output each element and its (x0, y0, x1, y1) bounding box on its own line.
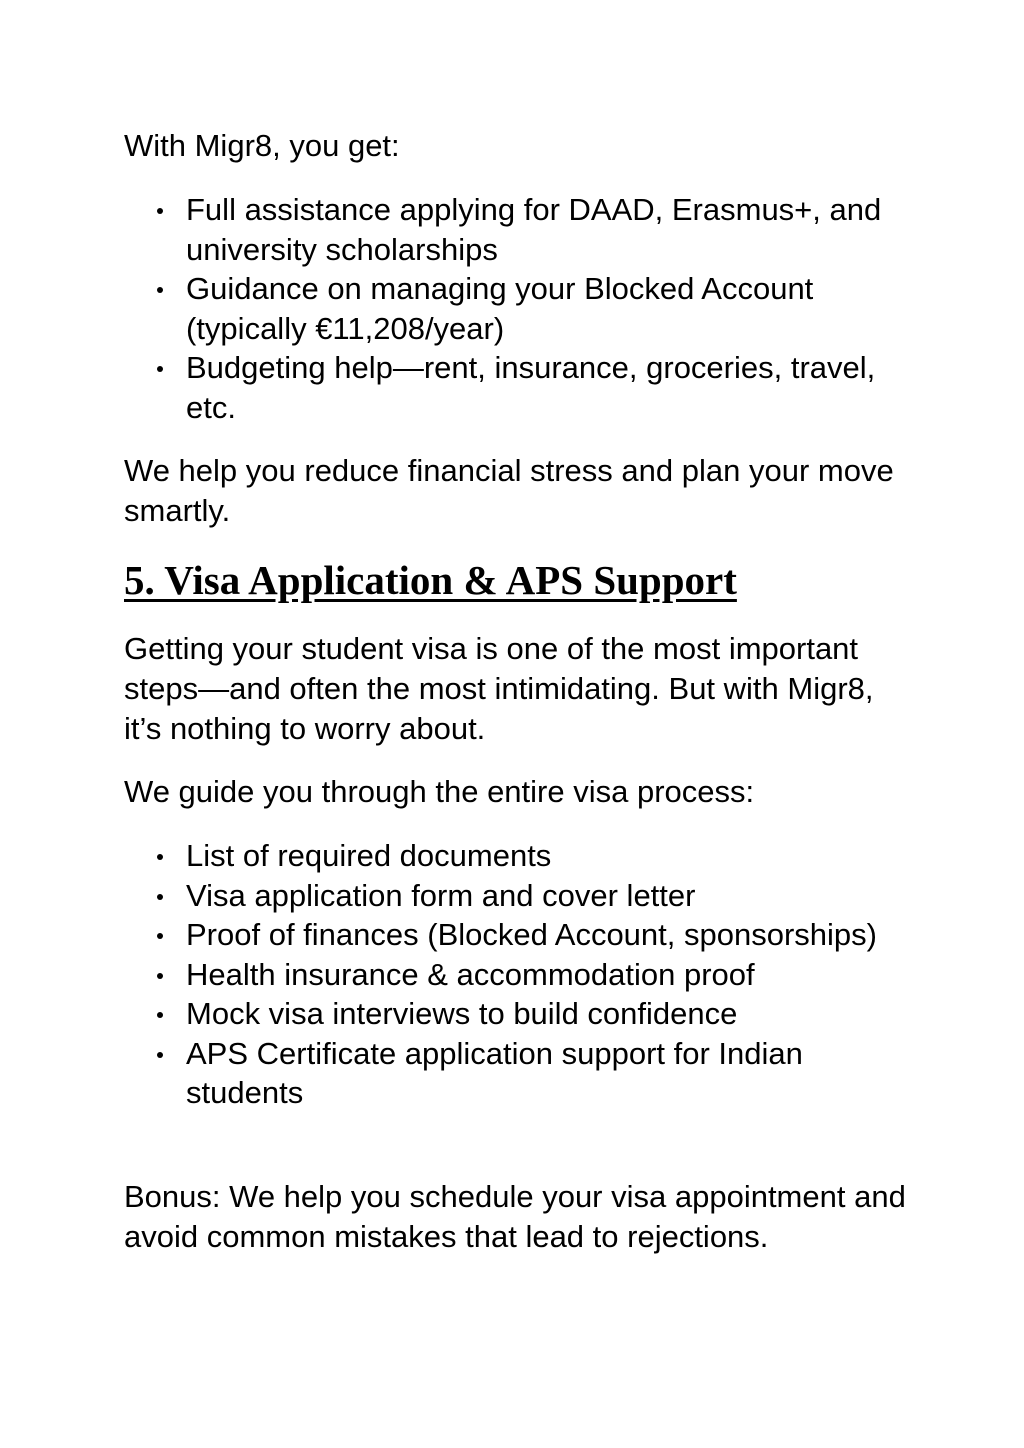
list-item (124, 269, 914, 348)
list-item-text: Visa application form and cover letter (186, 877, 696, 913)
bonus-paragraph: Bonus: We help you schedule your visa appointment and avoid common mistakes that lead to rejections. (124, 1179, 906, 1254)
list-item-text: Guidance on managing your Blocked Account (typically €11,208/year) (186, 271, 814, 346)
list-item-text: Full assistance applying for DAAD, Erasmus+, and university scholarships (186, 192, 882, 267)
visa-process-list (124, 836, 914, 1113)
bullet-icon (157, 366, 163, 372)
list-item (124, 994, 914, 1034)
bullet-icon (157, 973, 163, 979)
bullet-icon (157, 854, 163, 860)
benefits-list (124, 190, 914, 427)
bullet-icon (157, 933, 163, 939)
intro-lead-paragraph: With Migr8, you get: (124, 128, 400, 163)
list-item-text: APS Certificate application support for Indian students (186, 1035, 803, 1110)
bullet-icon (157, 287, 163, 293)
visa-lead-paragraph: We guide you through the entire visa process: (124, 774, 755, 809)
list-item (124, 348, 914, 427)
section-heading: 5. Visa Application & APS Support (124, 557, 737, 603)
list-item (124, 836, 914, 876)
bullet-icon (157, 1012, 163, 1018)
visa-intro-paragraph: Getting your student visa is one of the most important steps—and often the most intimidating. But with Migr8, it’s nothing to worry about. (124, 631, 874, 746)
list-item (124, 190, 914, 269)
list-item (124, 1034, 914, 1113)
list-item-text: List of required documents (186, 838, 552, 873)
list-item-text: Budgeting help—rent, insurance, groceries, travel, etc. (186, 350, 876, 425)
list-item (124, 915, 914, 955)
bullet-icon (157, 894, 163, 900)
list-item-text: Mock visa interviews to build confidence (186, 996, 738, 1031)
list-item-text: Proof of finances (Blocked Account, sponsorships) (186, 917, 877, 952)
closing-paragraph: We help you reduce financial stress and plan your move smartly. (124, 453, 894, 528)
bullet-icon (157, 1052, 163, 1058)
list-item (124, 955, 914, 995)
list-item (124, 876, 914, 916)
bullet-icon (157, 208, 163, 214)
list-item-text: Health insurance & accommodation proof (186, 956, 755, 992)
